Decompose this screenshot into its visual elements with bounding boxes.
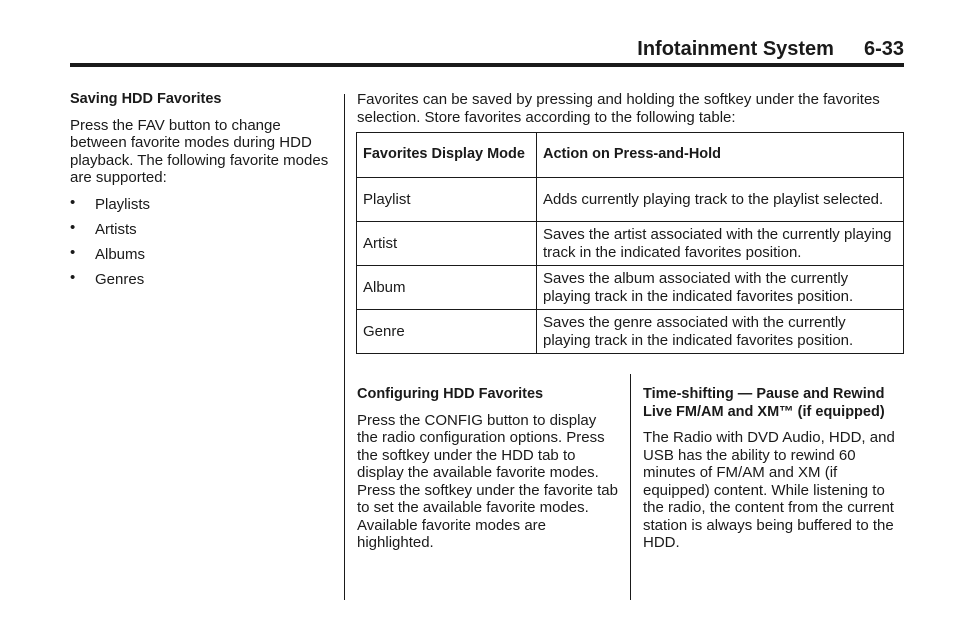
bullet: • [70, 268, 76, 286]
column-header: Action on Press-and-Hold [537, 133, 904, 178]
saving-favorites-heading: Saving HDD Favorites [70, 91, 222, 107]
table-row [357, 266, 904, 310]
header-rule [70, 63, 904, 67]
list-item: • Albums [70, 243, 146, 263]
list-item: • Playlists [70, 193, 151, 213]
left-column [70, 91, 335, 296]
table-cell: Album [357, 266, 537, 310]
table-header-row [357, 133, 904, 178]
time-shifting-heading: Time-shifting — Pause and Rewind Live FM/AM and XM™ (if equipped) [643, 386, 885, 420]
table-row [357, 222, 904, 266]
bullet: • [70, 243, 76, 261]
list-item: • Artists [70, 218, 137, 238]
table-cell: Playlist [357, 178, 537, 222]
saving-favorites-body: Press the FAV button to change between favorite modes during HDD playback. The following favorite modes are supported: [70, 116, 329, 186]
running-header [637, 38, 904, 60]
favorites-intro [357, 91, 904, 126]
table-cell: Saves the artist associated with the currently playing track in the indicated favorites position. [537, 222, 904, 266]
table-cell: Artist [357, 222, 537, 266]
table-cell: Saves the genre associated with the currently playing track in the indicated favorites position. [537, 310, 904, 354]
column-header: Favorites Display Mode [357, 133, 537, 178]
configuring-section [357, 386, 619, 552]
configuring-heading: Configuring HDD Favorites [357, 386, 544, 402]
page-header [70, 38, 904, 60]
favorites-intro-text: Favorites can be saved by pressing and holding the softkey under the favorites selection. Store favorites according to the following table: [357, 91, 880, 126]
list-item: • Genres [70, 268, 145, 288]
page-number: 6-33 [863, 38, 904, 60]
time-shifting-section [643, 386, 905, 552]
table-cell: Genre [357, 310, 537, 354]
bullet: • [70, 193, 76, 211]
table-row [357, 178, 904, 222]
column-divider [630, 374, 631, 600]
favorite-modes-list [70, 193, 335, 296]
favorites-table [356, 132, 904, 354]
time-shifting-body: The Radio with DVD Audio, HDD, and USB has the ability to rewind 60 minutes of FM/AM and XM (if equipped) content. While listening to the radio, the content from the current station is always being buffered to the HDD. [643, 429, 895, 551]
section-title: Infotainment System [637, 38, 834, 60]
table-cell: Adds currently playing track to the playlist selected. [537, 178, 904, 222]
table-cell: Saves the album associated with the currently playing track in the indicated favorites position. [537, 266, 904, 310]
table-row [357, 310, 904, 354]
configuring-body: Press the CONFIG button to display the radio configuration options. Press the softkey under the HDD tab to display the available favorite modes. Press the softkey under the favorite tab to set the available favorite modes. Available favorite modes are highlighted. [357, 411, 618, 551]
column-divider [344, 94, 345, 600]
bullet: • [70, 218, 76, 236]
